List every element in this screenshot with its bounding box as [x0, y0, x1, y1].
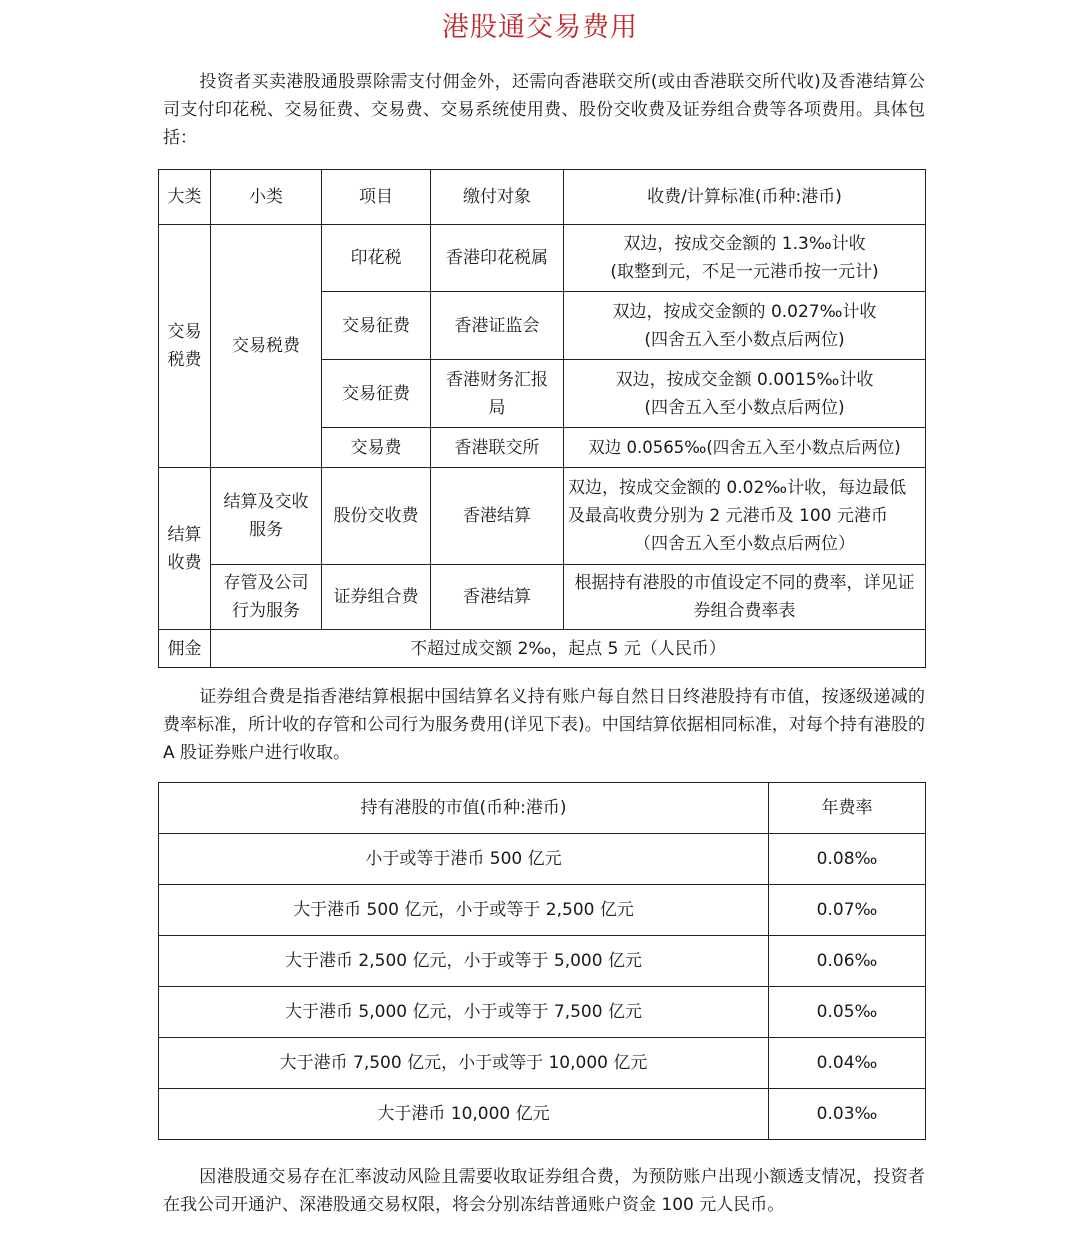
rate-table	[158, 782, 926, 1140]
range-cell: 大于港币 5,000 亿元，小于或等于 7,500 亿元	[159, 987, 769, 1038]
header-cell: 收费/计算标准(币种:港币)	[564, 170, 926, 225]
rate-table-header	[159, 783, 926, 834]
fee-table-header	[159, 170, 926, 225]
range-cell: 小于或等于港币 500 亿元	[159, 834, 769, 885]
rate-cell: 0.04‰	[769, 1038, 926, 1089]
table-row	[159, 565, 926, 630]
item-cell: 印花税	[322, 225, 431, 292]
table-row	[159, 1038, 926, 1089]
standard-cell: 双边，按成交金额 0.0015‰计收 (四舍五入至小数点后两位)	[564, 360, 926, 428]
header-cell: 持有港股的市值(币种:港币)	[159, 783, 769, 834]
intro-paragraph	[163, 68, 925, 152]
item-cell: 交易费	[322, 428, 431, 468]
item-cell: 交易征费	[322, 360, 431, 428]
standard-cell: 双边，按成交金额的 1.3‰计收 (取整到元，不足一元港币按一元计)	[564, 225, 926, 292]
commission-cell: 不超过成交额 2‰，起点 5 元（人民币）	[211, 630, 926, 668]
header-cell: 大类	[159, 170, 211, 225]
header-cell: 项目	[322, 170, 431, 225]
freeze-notice-text: 因港股通交易存在汇率波动风险且需要收取证券组合费，为预防账户出现小额透支情况，投资者在我公司开通沪、深港股通交易权限，将会分别冻结普通账户资金 100 元人民币。	[163, 1167, 925, 1215]
rate-cell: 0.08‰	[769, 834, 926, 885]
payee-cell: 香港联交所	[431, 428, 564, 468]
item-cell: 交易征费	[322, 292, 431, 360]
table-row	[159, 1089, 926, 1140]
header-cell: 年费率	[769, 783, 926, 834]
range-cell: 大于港币 500 亿元，小于或等于 2,500 亿元	[159, 885, 769, 936]
header-cell: 缴付对象	[431, 170, 564, 225]
range-cell: 大于港币 10,000 亿元	[159, 1089, 769, 1140]
page-title: 港股通交易费用	[442, 12, 638, 43]
header-cell: 小类	[211, 170, 322, 225]
item-cell: 证券组合费	[322, 565, 431, 630]
subcategory-cell: 存管及公司 行为服务	[211, 565, 322, 630]
rate-cell: 0.03‰	[769, 1089, 926, 1140]
range-cell: 大于港币 2,500 亿元，小于或等于 5,000 亿元	[159, 936, 769, 987]
rate-cell: 0.06‰	[769, 936, 926, 987]
item-cell: 股份交收费	[322, 468, 431, 565]
subcategory-cell: 结算及交收 服务	[211, 468, 322, 565]
category-cell: 结算 收费	[159, 468, 211, 630]
payee-cell: 香港印花税属	[431, 225, 564, 292]
table-row	[159, 225, 926, 292]
category-cell: 佣金	[159, 630, 211, 668]
range-cell: 大于港币 7,500 亿元，小于或等于 10,000 亿元	[159, 1038, 769, 1089]
rate-cell: 0.07‰	[769, 885, 926, 936]
table-row	[159, 987, 926, 1038]
subcategory-cell: 交易税费	[211, 225, 322, 468]
category-cell: 交易 税费	[159, 225, 211, 468]
standard-cell: 根据持有港股的市值设定不同的费率，详见证券组合费率表	[564, 565, 926, 630]
payee-cell: 香港结算	[431, 565, 564, 630]
table-row	[159, 936, 926, 987]
standard-cell: 双边，按成交金额的 0.027‰计收 (四舍五入至小数点后两位)	[564, 292, 926, 360]
portfolio-fee-paragraph	[163, 683, 925, 767]
freeze-notice-paragraph	[163, 1163, 925, 1219]
payee-cell: 香港证监会	[431, 292, 564, 360]
rate-cell: 0.05‰	[769, 987, 926, 1038]
portfolio-fee-text: 证券组合费是指香港结算根据中国结算名义持有账户每自然日日终港股持有市值，按逐级递减的费率标准，所计收的存管和公司行为服务费用(详见下表)。中国结算依据相同标准，对每个持有港股的 A 股证券账户进行收取。	[163, 687, 925, 763]
standard-cell: 双边，按成交金额的 0.02‰计收，每边最低及最高收费分别为 2 元港币及 100 元港币（四舍五入至小数点后两位）	[564, 468, 926, 565]
table-row	[159, 468, 926, 565]
intro-text: 投资者买卖港股通股票除需支付佣金外，还需向香港联交所(或由香港联交所代收)及香港结算公司支付印花税、交易征费、交易费、交易系统使用费、股份交收费及证券组合费等各项费用。具体包括：	[163, 72, 925, 148]
payee-cell: 香港财务汇报 局	[431, 360, 564, 428]
table-row	[159, 834, 926, 885]
standard-cell: 双边 0.0565‰(四舍五入至小数点后两位)	[564, 428, 926, 468]
table-row	[159, 885, 926, 936]
payee-cell: 香港结算	[431, 468, 564, 565]
fee-table	[158, 169, 926, 668]
table-row	[159, 630, 926, 668]
